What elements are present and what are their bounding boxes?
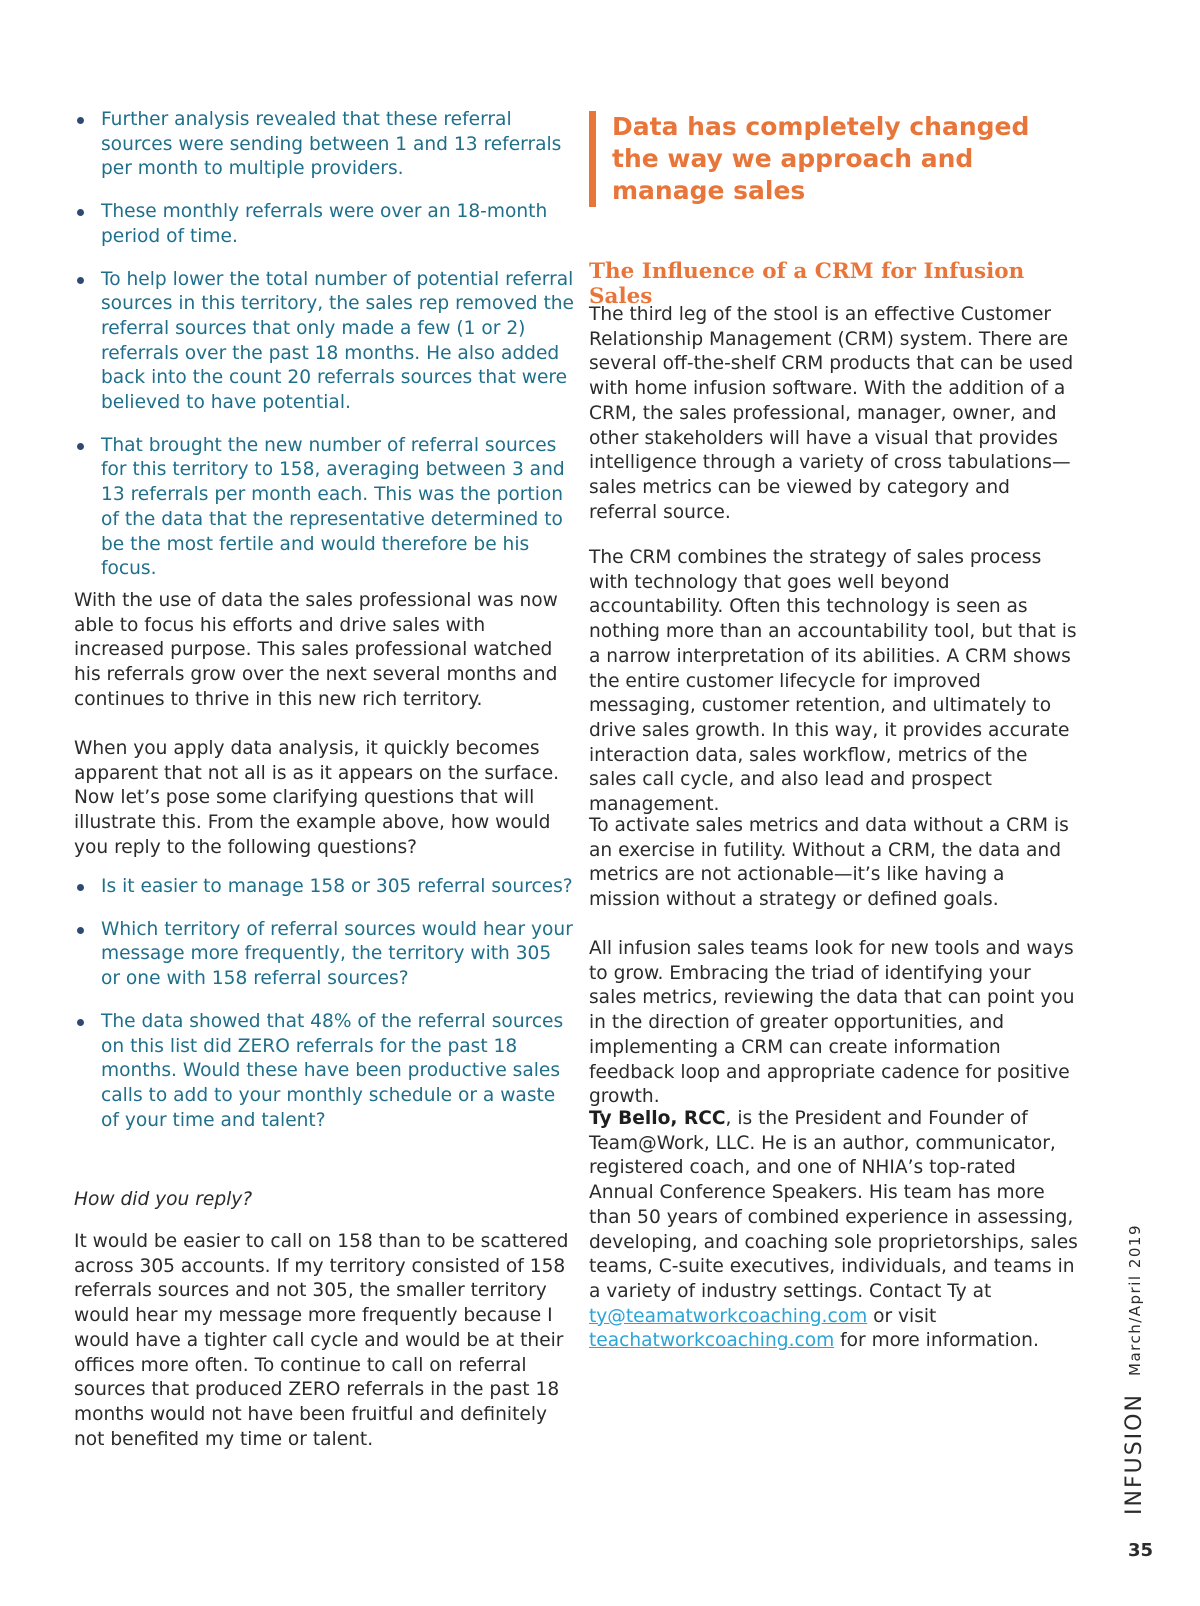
bullet-icon bbox=[77, 884, 84, 891]
paragraph-reply: It would be easier to call on 158 than to be scattered across 305 accounts. If my territory consisted of 158 referrals sources and not 305, the smaller territory would hear my message more frequently because I would have a tighter call cycle and would be at their offices more often. To continue to call on referral sources that produced ZERO referrals in the past 18 months would not have been fruitful and definitely not benefited my time or talent. bbox=[74, 1231, 569, 1450]
list-item: To help lower the total number of potential referral sources in this territory, the sales rep removed the referral sources that only made a few (1 or 2) referrals over the past 18 months. He also added back into the count 20 referrals sources that were believed to have potential. bbox=[74, 268, 574, 416]
list-item: These monthly referrals were over an 18-month period of time. bbox=[74, 200, 574, 249]
list-item: Is it easier to manage 158 or 305 referral sources? bbox=[74, 875, 574, 900]
magazine-logo: INFUSION bbox=[1122, 1393, 1147, 1515]
bullet-icon bbox=[77, 277, 84, 284]
analysis-bullet-list bbox=[74, 108, 574, 600]
paragraph-growth: All infusion sales teams look for new tools and ways to grow. Embracing the triad of identifying your sales metrics, reviewing the data that can point you in the direction of greater opportunities, and implementing a CRM can create information feedback loop and appropriate cadence for positive growth. bbox=[589, 938, 1075, 1108]
paragraph-questions-intro: When you apply data analysis, it quickly becomes apparent that not all is as it appears on the surface. Now let’s pose some clarifying questions that will illustrate this. From the example above, how would you reply to the following questions? bbox=[74, 738, 560, 858]
issue-date: March/April 2019 bbox=[1126, 1223, 1144, 1376]
paragraph-crm-activate: To activate sales metrics and data without a CRM is an exercise in futility. Without a CRM, the data and metrics are not actionable—it’s like having a mission without a strategy or defined goals. bbox=[589, 815, 1069, 911]
paragraph-crm-strategy: The CRM combines the strategy of sales process with technology that goes well beyond accountability. Often this technology is seen as nothing more than an accountability tool, but that is a narrow interpretation of its abilities. A CRM shows the entire customer lifecycle for improved messaging, customer retention, and ultimately to drive sales growth. In this way, it provides accurate interaction data, sales workflow, metrics of the sales call cycle, and also lead and prospect management. bbox=[589, 547, 1077, 816]
pull-quote: Data has completely changed the way we approach and manage sales bbox=[589, 111, 1082, 207]
bullet-icon bbox=[77, 1019, 84, 1026]
bullet-icon bbox=[77, 209, 84, 216]
paragraph-crm-intro: The third leg of the stool is an effective Customer Relationship Management (CRM) system. There are several off-the-shelf CRM products that can be used with home infusion software. With the addition of a CRM, the sales professional, manager, owner, and other stakeholders will have a visual that provides intelligence through a variety of cross tabulations—sales metrics can be viewed by category and referral source. bbox=[589, 304, 1074, 523]
page-number: 35 bbox=[1128, 1540, 1154, 1561]
list-item: Further analysis revealed that these referral sources were sending between 1 and 13 referrals per month to multiple providers. bbox=[74, 108, 574, 182]
list-item: The data showed that 48% of the referral sources on this list did ZERO referrals for the past 18 months. Would these have been productive sales calls to add to your monthly schedule or a waste of your time and talent? bbox=[74, 1010, 574, 1134]
email-link[interactable]: ty@teamatworkcoaching.com bbox=[589, 1305, 868, 1327]
bullet-icon bbox=[77, 117, 84, 124]
list-item: Which territory of referral sources would hear your message more frequently, the territory with 305 or one with 158 referral sources? bbox=[74, 918, 574, 992]
website-link[interactable]: teachatworkcoaching.com bbox=[589, 1330, 835, 1352]
paragraph-results: With the use of data the sales professional was now able to focus his efforts and drive sales with increased purpose. This sales professional watched his referrals grow over the next several months and continues to thrive in this new rich territory. bbox=[74, 590, 558, 710]
bullet-icon bbox=[77, 443, 84, 450]
section-heading: The Influence of a CRM for Infusion Sales bbox=[589, 259, 1025, 309]
bullet-icon bbox=[77, 927, 84, 934]
question-heading: How did you reply? bbox=[74, 1189, 253, 1210]
author-name: Ty Bello, RCC bbox=[589, 1108, 726, 1129]
question-bullet-list bbox=[74, 875, 574, 1151]
list-item: That brought the new number of referral sources for this territory to 158, averaging between 3 and 13 referrals per month each. This was the portion of the data that the representative determined to be the most fertile and would therefore be his focus. bbox=[74, 434, 574, 582]
author-bio: Ty Bello, RCC, is the President and Founder of Team@Work, LLC. He is an author, communicator, registered coach, and one of NHIA’s top-rated Annual Conference Speakers. His team has more than 50 years of combined experience in assessing, developing, and coaching sole proprietorships, sales teams, C-suite executives, individuals, and teams in a variety of industry settings. Contact Ty at ty@teamatworkcoaching.com or visit teachatworkcoaching.com for more information. bbox=[589, 1108, 1078, 1352]
